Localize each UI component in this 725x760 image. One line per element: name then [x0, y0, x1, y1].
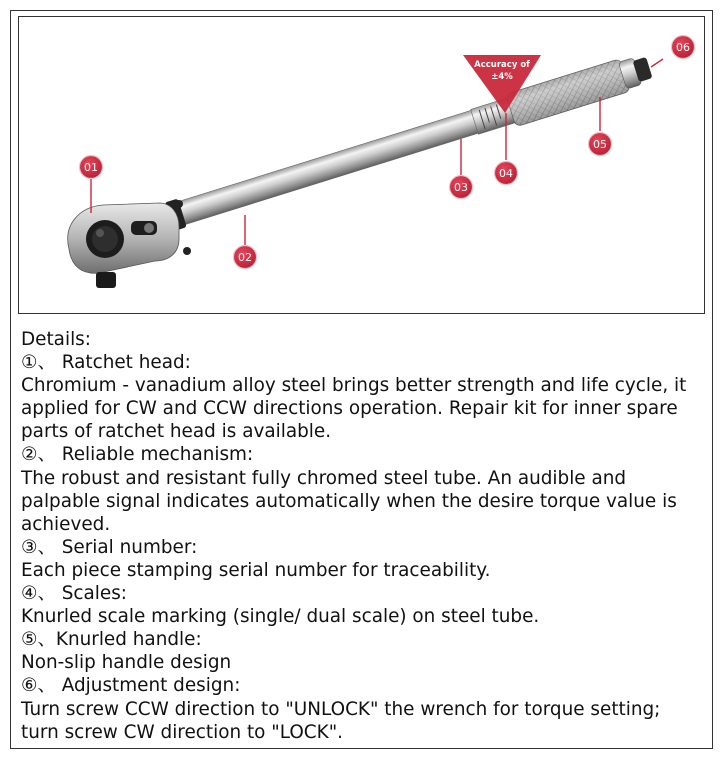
- steel-tube: [164, 51, 654, 233]
- section-body-line: palpable signal indicates automatically when the desire torque value is: [21, 490, 677, 512]
- callout-02: [234, 246, 257, 269]
- section-title-scales: ④、 Scales:: [21, 583, 128, 605]
- section-body-line: Turn screw CCW direction to "UNLOCK" the wrench for torque setting;: [21, 698, 661, 720]
- callout-04: [495, 162, 518, 185]
- svg-text:04: 04: [499, 167, 513, 180]
- svg-text:01: 01: [84, 161, 98, 174]
- section-title-adjustment-design: ⑥、 Adjustment design:: [21, 675, 241, 697]
- section-title-knurled-handle: ⑤、Knurled handle:: [21, 629, 202, 651]
- section-body-line: applied for CW and CCW directions operation. Repair kit for inner spare: [21, 398, 678, 420]
- section-title-reliable-mechanism: ②、 Reliable mechanism:: [21, 444, 254, 466]
- section-title-serial-number: ③、 Serial number:: [21, 536, 198, 558]
- accuracy-line1: Accuracy of: [474, 60, 530, 70]
- section-body-line: parts of ratchet head is available.: [21, 421, 332, 443]
- torque-wrench-illustration: [19, 17, 705, 314]
- svg-text:05: 05: [593, 138, 607, 151]
- callout-05: [589, 133, 612, 156]
- svg-text:03: 03: [454, 181, 468, 194]
- svg-text:06: 06: [676, 41, 690, 54]
- callout-03: [450, 176, 473, 199]
- section-body-line: Non-slip handle design: [21, 652, 232, 674]
- product-image-frame: [18, 16, 705, 314]
- section-title-ratchet-head: ①、 Ratchet head:: [21, 352, 191, 374]
- section-body-line: Each piece stamping serial number for traceability.: [21, 559, 491, 581]
- section-body-line: turn screw CW direction to "LOCK".: [21, 721, 344, 743]
- section-body-line: Chromium - vanadium alloy steel brings better strength and life cycle, it: [21, 375, 687, 397]
- details-heading: Details:: [21, 329, 91, 350]
- section-body-line: Knurled scale marking (single/ dual scale) on steel tube.: [21, 606, 540, 628]
- ratchet-head: [68, 200, 191, 288]
- accuracy-line2: ±4%: [491, 72, 513, 82]
- callout-01: [80, 156, 103, 179]
- svg-text:02: 02: [238, 251, 252, 264]
- section-body-line: achieved.: [21, 513, 111, 535]
- callout-06: [672, 36, 695, 59]
- details-text: [21, 328, 713, 744]
- section-body-line: The robust and resistant fully chromed steel tube. An audible and: [21, 467, 627, 489]
